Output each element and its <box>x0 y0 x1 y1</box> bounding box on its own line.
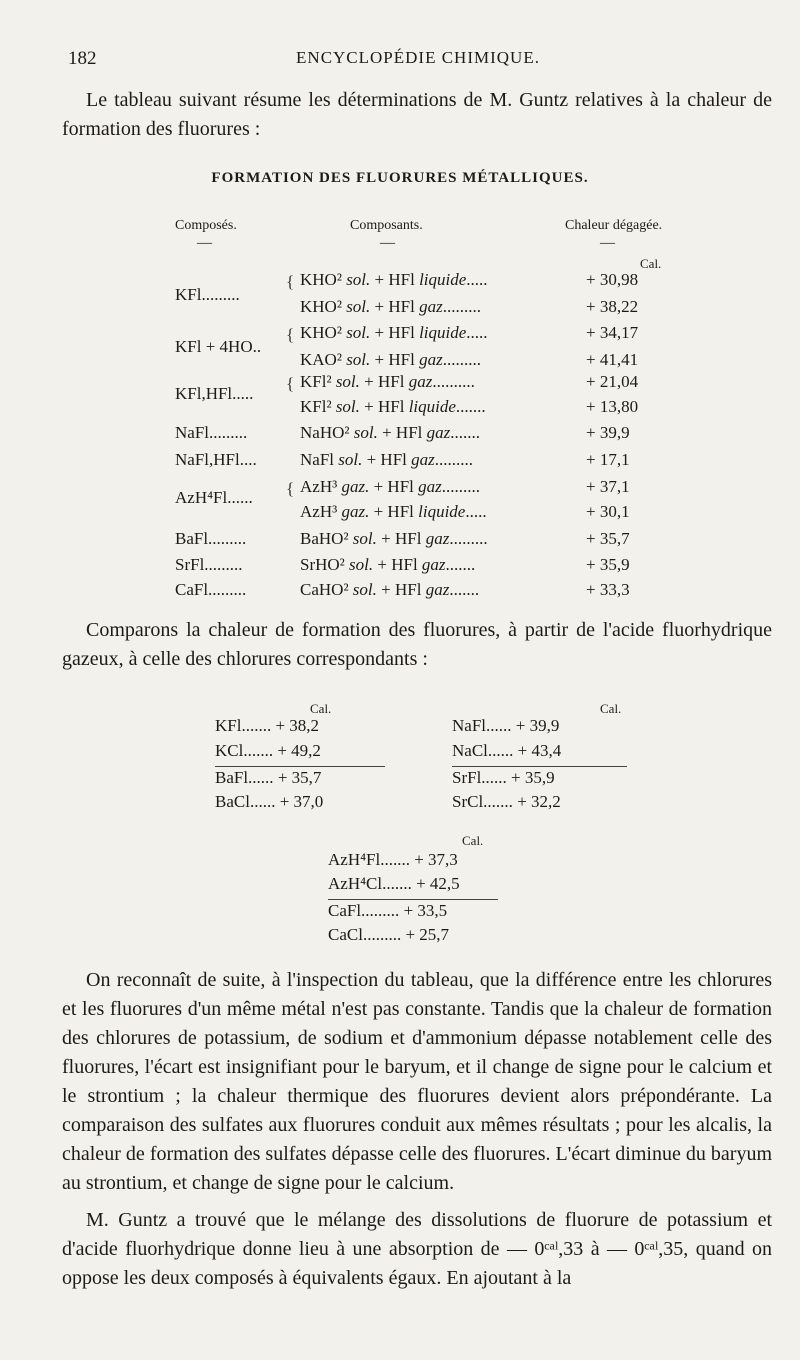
comparison-row: KFl....... + 38,2 <box>215 716 320 735</box>
running-header <box>68 48 768 74</box>
row-value: + 35,7 <box>586 529 630 548</box>
col-dash: — <box>380 235 395 251</box>
row-label: AzH⁴Fl...... <box>175 488 253 507</box>
row-label: KFl + 4HO.. <box>175 337 262 356</box>
table-row: AzH³ gaz. + HFl liquide..... <box>300 502 487 521</box>
comparison-row: BaCl...... + 37,0 <box>215 792 324 811</box>
table-row: AzH³ gaz. + HFl gaz......... <box>300 477 480 496</box>
table-row: KFl² sol. + HFl liquide....... <box>300 397 486 416</box>
comparison-row: KCl....... + 49,2 <box>215 741 321 760</box>
intro-paragraph: Le tableau suivant résume les déterminations de M. Guntz relatives à la chaleur de formation des fluorures : <box>62 89 772 140</box>
row-label: KFl,HFl..... <box>175 384 254 403</box>
row-value: + 34,17 <box>586 323 639 342</box>
table-title: FORMATION DES FLUORURES MÉTALLIQUES. <box>211 170 589 186</box>
row-value: + 13,80 <box>586 397 639 416</box>
row-value: + 39,9 <box>586 423 630 442</box>
row-value: + 37,1 <box>586 477 630 496</box>
col-head-chaleur: Chaleur dégagée. <box>565 218 663 233</box>
table-row: KHO² sol. + HFl liquide..... <box>300 323 488 342</box>
divider <box>452 766 627 767</box>
unit-label: Cal. <box>462 833 484 848</box>
row-label: CaFl......... <box>175 580 247 599</box>
body-paragraph: On reconnaît de suite, à l'inspection du tableau, que la différence entre les chlorures et les fluorures d'un même métal n'est pas constante. Tandis que la chaleur de formation des chlorures de potassium, de sodium et d'ammonium dépasse notablement celle des fluorures, l'écart est insignifiant pour le baryum, et il change de signe pour le calcium et le strontium ; la chaleur thermique des fluorures devient alors prépondérante. La comparaison des sulfates aux fluorures conduit aux mêmes résultats ; pour les alcalis, la chaleur de formation des sulfates dépasse celle des fluorures. L'écart diminue du baryum au strontium, et change de signe pour le calcium. <box>62 969 772 1194</box>
col-dash: — <box>600 235 615 251</box>
comparison-row: SrFl...... + 35,9 <box>452 768 555 787</box>
comparison-row: NaFl...... + 39,9 <box>452 716 560 735</box>
row-label: NaFl,HFl.... <box>175 450 257 469</box>
table-row: BaHO² sol. + HFl gaz......... <box>300 529 488 548</box>
table-row: KHO² sol. + HFl gaz......... <box>300 297 481 316</box>
row-value: + 30,1 <box>586 502 630 521</box>
table-row: CaHO² sol. + HFl gaz....... <box>300 580 480 599</box>
comparison-intro: Comparons la chaleur de formation des fluorures, à partir de l'acide fluorhydrique gazeux, à celle des chlorures correspondants : <box>62 619 772 670</box>
unit-label: Cal. <box>600 701 622 716</box>
brace-open: { <box>286 272 295 291</box>
table-row: KAO² sol. + HFl gaz......... <box>300 350 481 369</box>
comparison-row: SrCl....... + 32,2 <box>452 792 561 811</box>
comparison-row: AzH⁴Cl....... + 42,5 <box>328 874 460 893</box>
col-head-composes: Composés. <box>175 218 237 233</box>
row-value: + 35,9 <box>586 555 630 574</box>
comparison-row: AzH⁴Fl....... + 37,3 <box>328 850 458 869</box>
row-value: + 21,04 <box>586 372 639 391</box>
table-row: NaHO² sol. + HFl gaz....... <box>300 423 480 442</box>
comparison-row: CaCl......... + 25,7 <box>328 925 450 944</box>
table-row: NaFl sol. + HFl gaz......... <box>300 450 474 469</box>
table-row: KHO² sol. + HFl liquide..... <box>300 270 488 289</box>
comparison-row: CaFl......... + 33,5 <box>328 901 448 920</box>
comparison-row: NaCl...... + 43,4 <box>452 741 562 760</box>
body-paragraph: M. Guntz a trouvé que le mélange des dissolutions de fluorure de potassium et d'acide fluorhydrique donne lieu à une absorption de — 0ᶜᵃˡ,33 à — 0ᶜᵃˡ,35, quand on oppose les deux composés à équivalents égaux. En ajoutant à la <box>62 1209 772 1289</box>
col-dash: — <box>197 235 212 251</box>
row-value: + 33,3 <box>586 580 630 599</box>
brace-open: { <box>286 479 295 498</box>
col-head-composants: Composants. <box>350 218 423 233</box>
unit-label: Cal. <box>310 701 332 716</box>
row-label: BaFl......... <box>175 529 247 548</box>
row-value: + 17,1 <box>586 450 630 469</box>
row-value: + 30,98 <box>586 270 639 289</box>
divider <box>215 766 385 767</box>
row-value: + 38,22 <box>586 297 639 316</box>
row-label: NaFl......... <box>175 423 248 442</box>
running-title: ENCYCLOPÉDIE CHIMIQUE. <box>296 48 540 67</box>
brace-open: { <box>286 374 295 393</box>
row-label: SrFl......... <box>175 555 243 574</box>
row-value: + 41,41 <box>586 350 639 369</box>
row-label: KFl......... <box>175 285 240 304</box>
table-row: KFl² sol. + HFl gaz.......... <box>300 372 475 391</box>
divider <box>328 899 498 900</box>
comparison-row: BaFl...... + 35,7 <box>215 768 322 787</box>
unit-label: Cal. <box>640 256 662 271</box>
page-number: 182 <box>68 48 97 69</box>
table-row: SrHO² sol. + HFl gaz....... <box>300 555 476 574</box>
brace-open: { <box>286 325 295 344</box>
